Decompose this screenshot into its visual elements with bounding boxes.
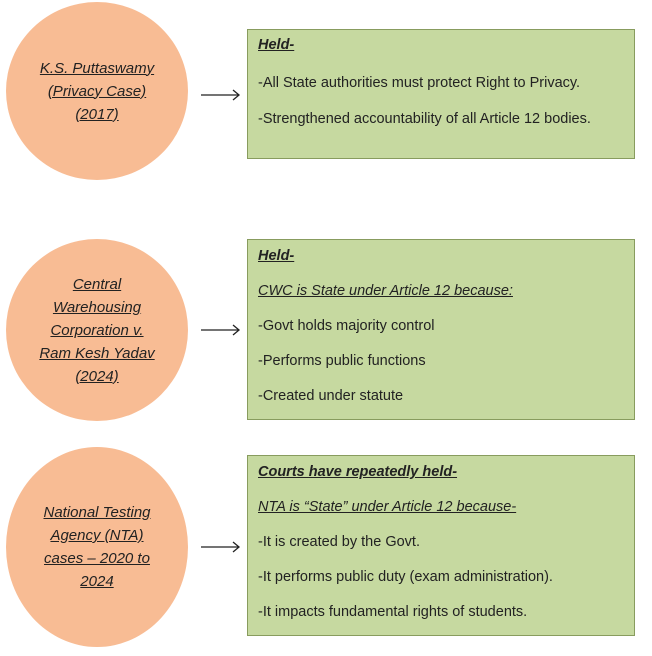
box-point: -All State authorities must protect Right to Privacy. xyxy=(258,75,581,91)
case-title-line: K.S. Puttaswamy xyxy=(39,59,155,77)
case-title-line: Ram Kesh Yadav xyxy=(39,344,155,362)
box-heading: Held- xyxy=(258,248,295,264)
case-title xyxy=(40,57,154,126)
box-point: -Govt holds majority control xyxy=(258,318,435,334)
case-title-line: National Testing xyxy=(43,504,151,521)
right-arrow-icon xyxy=(201,540,241,554)
case-title-line: (Privacy Case) xyxy=(47,82,147,100)
box-point: -It impacts fundamental rights of students. xyxy=(258,604,528,620)
held-box-puttaswamy xyxy=(247,29,635,159)
box-point: -Created under statute xyxy=(258,388,404,404)
case-title xyxy=(43,501,150,593)
case-title-line: (2017) xyxy=(75,105,119,123)
case-title-line: Agency (NTA) xyxy=(50,527,144,544)
case-title-line: 2024 xyxy=(80,573,114,590)
box-subheading: CWC is State under Article 12 because: xyxy=(258,283,513,299)
box-point: -It is created by the Govt. xyxy=(258,534,420,550)
held-box-cwc xyxy=(247,239,635,420)
box-heading: Held- xyxy=(258,37,295,53)
box-point: -Strengthened accountability of all Article 12 bodies. xyxy=(258,111,591,127)
case-title-line: Central xyxy=(72,275,122,293)
case-title-line: cases – 2020 to xyxy=(44,550,150,567)
case-title-line: (2024) xyxy=(75,367,119,385)
held-box-nta xyxy=(247,455,635,636)
case-title-line: Warehousing xyxy=(52,298,142,316)
case-title-line: Corporation v. xyxy=(50,321,144,339)
box-point: -It performs public duty (exam administration). xyxy=(258,569,553,585)
right-arrow-icon xyxy=(201,88,241,102)
box-point: -Performs public functions xyxy=(258,353,426,369)
right-arrow-icon xyxy=(201,323,241,337)
case-circle-nta xyxy=(6,447,188,647)
case-circle-cwc xyxy=(6,239,188,421)
box-subheading: NTA is “State” under Article 12 because- xyxy=(258,499,517,515)
case-title xyxy=(39,273,154,388)
case-circle-puttaswamy xyxy=(6,2,188,180)
box-heading: Courts have repeatedly held- xyxy=(258,464,458,480)
